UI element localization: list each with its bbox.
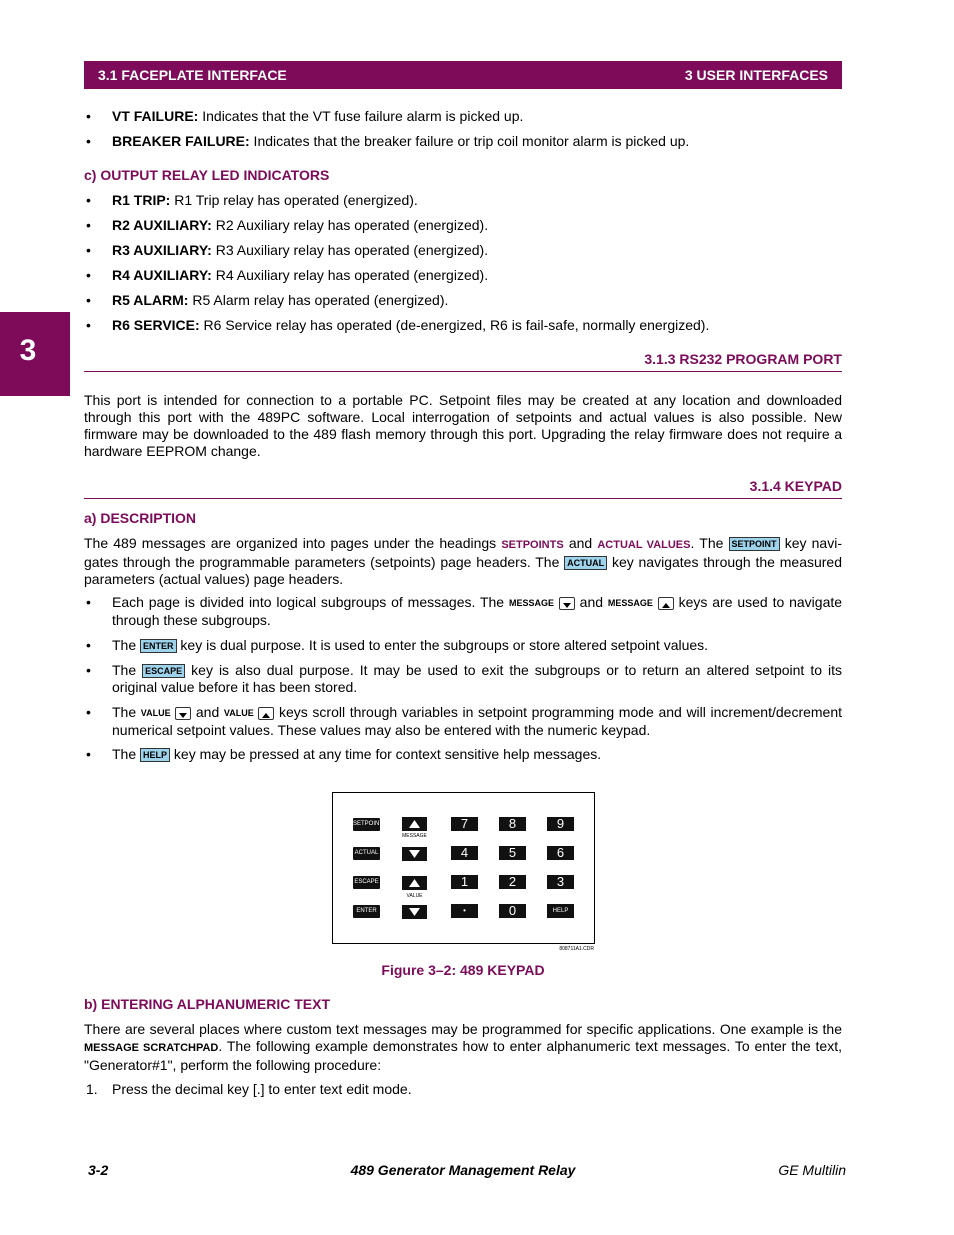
keypad-description: The 489 messages are organized into pages under the headings SETPOINTS and ACTUAL VALUES. The SETPOINT key navi-gates through the programmable parameters (setpoints) page headers. The ACTUAL key navigates through the measured parameters (actual values) page headers. bbox=[84, 535, 843, 587]
section-heading: 3.1.4 KEYPAD bbox=[84, 478, 842, 499]
arrow-down-icon bbox=[175, 707, 191, 720]
subsection-heading: a) DESCRIPTION bbox=[84, 510, 197, 526]
arrow-up-icon bbox=[658, 597, 674, 610]
figure-message-down-icon bbox=[402, 847, 427, 861]
bullet-text: Indicates that the VT fuse failure alarm is picked up. bbox=[198, 108, 524, 124]
alpha-paragraph: There are several places where custom text messages may be programmed for specific applications. One example is the MESSAGE SCRATCHPAD. The following example demonstrates how to enter alphanumeric text messages. To enter the text, "Generator#1", perform the following procedure: bbox=[84, 1021, 842, 1073]
footer-company: GE Multilin bbox=[778, 1162, 846, 1178]
subsection-heading: b) ENTERING ALPHANUMERIC TEXT bbox=[84, 996, 331, 1012]
figure-key-decimal: • bbox=[451, 904, 478, 918]
figure-escape-key: ESCAPE bbox=[353, 876, 380, 889]
figure-message-label: MESSAGE bbox=[402, 833, 427, 839]
figure-enter-key: ENTER bbox=[353, 905, 380, 918]
header-chapter: 3 USER INTERFACES bbox=[684, 67, 828, 83]
help-key-icon: HELP bbox=[140, 748, 170, 762]
page-header bbox=[84, 61, 842, 89]
figure-key-0: 0 bbox=[499, 904, 526, 918]
figure-key-2: 2 bbox=[499, 875, 526, 889]
enter-key-icon: ENTER bbox=[140, 639, 177, 653]
rs232-paragraph: This port is intended for connection to a portable PC. Setpoint files may be created at any location and downloaded through this port with the 489PC software. Local interrogation of setpoints and actual values is also possible. New firmware may be downloaded to the 489 flash memory through this port. Upgrading the relay firmware does not require a hardware EEPROM change. bbox=[84, 392, 842, 459]
figure-actual-key: ACTUAL bbox=[353, 847, 380, 860]
figure-key-8: 8 bbox=[499, 817, 526, 831]
section-heading: 3.1.3 RS232 PROGRAM PORT bbox=[84, 351, 842, 372]
figure-key-1: 1 bbox=[451, 875, 478, 889]
bullet-term: BREAKER FAILURE: bbox=[112, 133, 250, 149]
keypad-figure bbox=[332, 792, 595, 944]
footer-page-number: 3-2 bbox=[88, 1162, 109, 1178]
figure-caption: Figure 3–2: 489 KEYPAD bbox=[381, 962, 545, 978]
header-section: 3.1 FACEPLATE INTERFACE bbox=[98, 67, 287, 83]
figure-value-up-icon bbox=[402, 876, 427, 890]
figure-setpoint-key: SETPOINT bbox=[353, 818, 380, 831]
figure-key-4: 4 bbox=[451, 846, 478, 860]
figure-key-5: 5 bbox=[499, 846, 526, 860]
figure-code: 808711A1.CDR bbox=[559, 946, 594, 952]
figure-key-3: 3 bbox=[547, 875, 574, 889]
chapter-tab bbox=[0, 312, 70, 396]
figure-message-up-icon bbox=[402, 817, 427, 831]
setpoint-key-icon: SETPOINT bbox=[729, 537, 780, 551]
figure-key-7: 7 bbox=[451, 817, 478, 831]
bullet-term: VT FAILURE: bbox=[112, 108, 199, 124]
actual-key-icon: ACTUAL bbox=[564, 556, 607, 570]
figure-key-9: 9 bbox=[547, 817, 574, 831]
footer-title: 489 Generator Management Relay bbox=[350, 1162, 576, 1178]
figure-key-6: 6 bbox=[547, 846, 574, 860]
escape-key-icon: ESCAPE bbox=[142, 664, 185, 678]
chapter-number: 3 bbox=[19, 334, 37, 367]
figure-value-label: VALUE bbox=[406, 893, 423, 899]
subsection-heading: c) OUTPUT RELAY LED INDICATORS bbox=[84, 167, 330, 183]
arrow-up-icon bbox=[258, 707, 274, 720]
figure-key-help: HELP bbox=[547, 904, 574, 918]
figure-value-down-icon bbox=[402, 905, 427, 919]
bullet-text: Indicates that the breaker failure or trip coil monitor alarm is picked up. bbox=[249, 133, 690, 149]
arrow-down-icon bbox=[559, 597, 575, 610]
